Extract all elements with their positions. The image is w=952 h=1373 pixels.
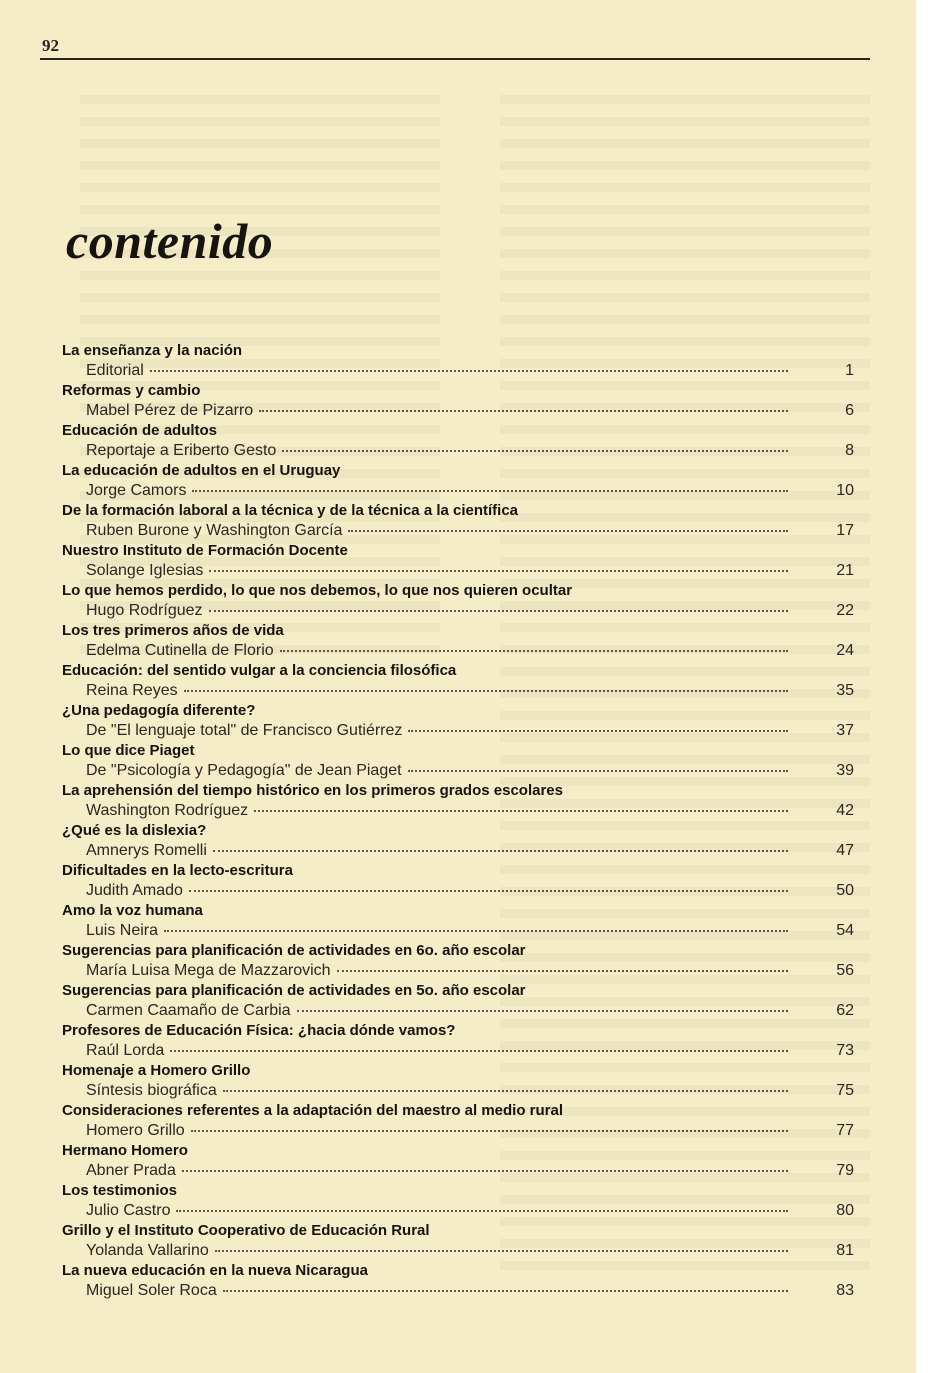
toc-entry	[62, 1261, 854, 1301]
toc-line	[62, 521, 854, 541]
toc-page-number: 42	[836, 802, 854, 819]
toc-leader-dots	[215, 1238, 788, 1252]
toc-heading: Sugerencias para planificación de actividades en 6o. año escolar	[62, 942, 526, 959]
toc-line	[62, 1081, 854, 1101]
toc-author: María Luisa Mega de Mazzarovich	[86, 962, 331, 979]
page-number: 92	[42, 36, 59, 55]
toc-author: De "El lenguaje total" de Francisco Gutiérrez	[86, 722, 403, 739]
toc-heading: Lo que hemos perdido, lo que nos debemos, lo que nos quieren ocultar	[62, 582, 573, 599]
toc-line	[62, 481, 854, 501]
toc-leader-dots	[259, 398, 788, 412]
toc-author: Editorial	[86, 362, 144, 379]
toc-entry	[62, 1021, 854, 1061]
toc-leader-dots	[182, 1158, 788, 1172]
toc-leader-dots	[189, 878, 788, 892]
toc-page-number: 50	[836, 882, 854, 899]
toc-leader-dots	[223, 1278, 788, 1292]
toc-heading: Lo que dice Piaget	[62, 742, 195, 759]
toc-author: Amnerys Romelli	[86, 842, 207, 859]
toc-author: Hugo Rodríguez	[86, 602, 203, 619]
toc-page-number: 1	[845, 362, 854, 379]
toc-heading: Homenaje a Homero Grillo	[62, 1062, 251, 1079]
toc-entry	[62, 1141, 854, 1181]
toc-heading: Hermano Homero	[62, 1142, 188, 1159]
toc-leader-dots	[282, 438, 788, 452]
toc-heading: Educación de adultos	[62, 422, 218, 439]
toc-leader-dots	[191, 1118, 788, 1132]
toc-page-number: 75	[836, 1082, 854, 1099]
toc-leader-dots	[209, 558, 788, 572]
toc-author: Solange Iglesias	[86, 562, 204, 579]
toc-heading: La aprehensión del tiempo histórico en los primeros grados escolares	[62, 782, 563, 799]
toc-author: Washington Rodríguez	[86, 802, 249, 819]
toc-author: Reportaje a Eriberto Gesto	[86, 442, 277, 459]
toc-line	[62, 1121, 854, 1141]
toc-leader-dots	[213, 838, 788, 852]
toc-page-number: 17	[836, 522, 854, 539]
toc-line	[62, 841, 854, 861]
toc-heading: Sugerencias para planificación de actividades en 5o. año escolar	[62, 982, 526, 999]
toc-page-number: 21	[836, 562, 854, 579]
toc-page-number: 62	[836, 1002, 854, 1019]
toc-line	[62, 401, 854, 421]
toc-heading: ¿Qué es la dislexia?	[62, 822, 207, 839]
toc-page-number: 77	[836, 1122, 854, 1139]
toc-line	[62, 1161, 854, 1181]
toc-page-number: 10	[836, 482, 854, 499]
toc-entry	[62, 421, 854, 461]
toc-leader-dots	[348, 518, 788, 532]
toc-heading: De la formación laboral a la técnica y de la técnica a la científica	[62, 502, 519, 519]
toc-leader-dots	[209, 598, 788, 612]
toc-page-number: 54	[836, 922, 854, 939]
toc-author: Jorge Camors	[86, 482, 187, 499]
toc-leader-dots	[297, 998, 788, 1012]
toc-entry	[62, 1181, 854, 1221]
toc-line	[62, 1241, 854, 1261]
toc-entry	[62, 781, 854, 821]
toc-author: Edelma Cutinella de Florio	[86, 642, 274, 659]
toc-heading: Los tres primeros años de vida	[62, 622, 284, 639]
toc-author: Judith Amado	[86, 882, 183, 899]
toc-entry	[62, 621, 854, 661]
toc-leader-dots	[192, 478, 788, 492]
toc-line	[62, 361, 854, 381]
table-of-contents	[62, 341, 854, 1301]
toc-line	[62, 721, 854, 741]
toc-heading: La enseñanza y la nación	[62, 342, 243, 359]
toc-leader-dots	[150, 358, 788, 372]
toc-author: Abner Prada	[86, 1162, 176, 1179]
toc-page-number: 56	[836, 962, 854, 979]
toc-leader-dots	[337, 958, 788, 972]
toc-page-number: 73	[836, 1042, 854, 1059]
toc-heading: Nuestro Instituto de Formación Docente	[62, 542, 348, 559]
toc-heading: Profesores de Educación Física: ¿hacia dónde vamos?	[62, 1022, 456, 1039]
toc-author: Carmen Caamaño de Carbia	[86, 1002, 291, 1019]
toc-page-number: 24	[836, 642, 854, 659]
toc-leader-dots	[408, 758, 788, 772]
toc-line	[62, 961, 854, 981]
toc-page-number: 83	[836, 1282, 854, 1299]
toc-page-number: 39	[836, 762, 854, 779]
toc-heading: Grillo y el Instituto Cooperativo de Educación Rural	[62, 1222, 430, 1239]
toc-heading: La nueva educación en la nueva Nicaragua	[62, 1262, 368, 1279]
toc-author: Yolanda Vallarino	[86, 1242, 209, 1259]
toc-author: Miguel Soler Roca	[86, 1282, 217, 1299]
toc-leader-dots	[280, 638, 788, 652]
toc-line	[62, 561, 854, 581]
toc-entry	[62, 461, 854, 501]
toc-page-number: 35	[836, 682, 854, 699]
toc-entry	[62, 341, 854, 381]
toc-line	[62, 921, 854, 941]
toc-author: Mabel Pérez de Pizarro	[86, 402, 254, 419]
toc-leader-dots	[176, 1198, 788, 1212]
toc-author: Luis Neira	[86, 922, 159, 939]
toc-entry	[62, 821, 854, 861]
toc-line	[62, 601, 854, 621]
toc-leader-dots	[170, 1038, 788, 1052]
toc-line	[62, 1001, 854, 1021]
toc-entry	[62, 541, 854, 581]
toc-page-number: 80	[836, 1202, 854, 1219]
toc-line	[62, 441, 854, 461]
toc-page-number: 8	[845, 442, 854, 459]
toc-entry	[62, 581, 854, 621]
toc-author: Síntesis biográfica	[86, 1082, 217, 1099]
toc-line	[62, 641, 854, 661]
toc-heading: La educación de adultos en el Uruguay	[62, 462, 341, 479]
toc-heading: Amo la voz humana	[62, 902, 203, 919]
toc-heading: Dificultades en la lecto-escritura	[62, 862, 293, 879]
toc-line	[62, 1041, 854, 1061]
toc-page-number: 37	[836, 722, 854, 739]
toc-entry	[62, 1221, 854, 1261]
toc-page-number: 81	[836, 1242, 854, 1259]
toc-entry	[62, 861, 854, 901]
toc-entry	[62, 701, 854, 741]
toc-leader-dots	[184, 678, 788, 692]
toc-entry	[62, 381, 854, 421]
toc-author: Julio Castro	[86, 1202, 171, 1219]
toc-author: Ruben Burone y Washington García	[86, 522, 343, 539]
toc-heading: Reformas y cambio	[62, 382, 201, 399]
toc-entry	[62, 901, 854, 941]
toc-entry	[62, 941, 854, 981]
header-rule	[40, 58, 870, 60]
toc-page-number: 6	[845, 402, 854, 419]
toc-heading: Educación: del sentido vulgar a la conciencia filosófica	[62, 662, 457, 679]
toc-leader-dots	[254, 798, 788, 812]
page-margin	[916, 0, 952, 1373]
toc-heading: Los testimonios	[62, 1182, 178, 1199]
toc-entry	[62, 741, 854, 781]
toc-author: Homero Grillo	[86, 1122, 185, 1139]
toc-heading: ¿Una pedagogía diferente?	[62, 702, 256, 719]
toc-entry	[62, 661, 854, 701]
toc-author: Reina Reyes	[86, 682, 178, 699]
toc-line	[62, 761, 854, 781]
toc-author: Raúl Lorda	[86, 1042, 165, 1059]
toc-leader-dots	[408, 718, 788, 732]
toc-leader-dots	[223, 1078, 788, 1092]
toc-entry	[62, 1101, 854, 1141]
toc-heading: Consideraciones referentes a la adaptación del maestro al medio rural	[62, 1102, 564, 1119]
toc-entry	[62, 981, 854, 1021]
toc-line	[62, 881, 854, 901]
toc-leader-dots	[164, 918, 788, 932]
toc-line	[62, 1201, 854, 1221]
toc-author: De "Psicología y Pedagogía" de Jean Piaget	[86, 762, 402, 779]
toc-page-number: 79	[836, 1162, 854, 1179]
toc-line	[62, 801, 854, 821]
toc-page-number: 47	[836, 842, 854, 859]
toc-line	[62, 681, 854, 701]
page-title: contenido	[66, 212, 274, 269]
toc-entry	[62, 501, 854, 541]
toc-entry	[62, 1061, 854, 1101]
toc-line	[62, 1281, 854, 1301]
toc-page-number: 22	[836, 602, 854, 619]
